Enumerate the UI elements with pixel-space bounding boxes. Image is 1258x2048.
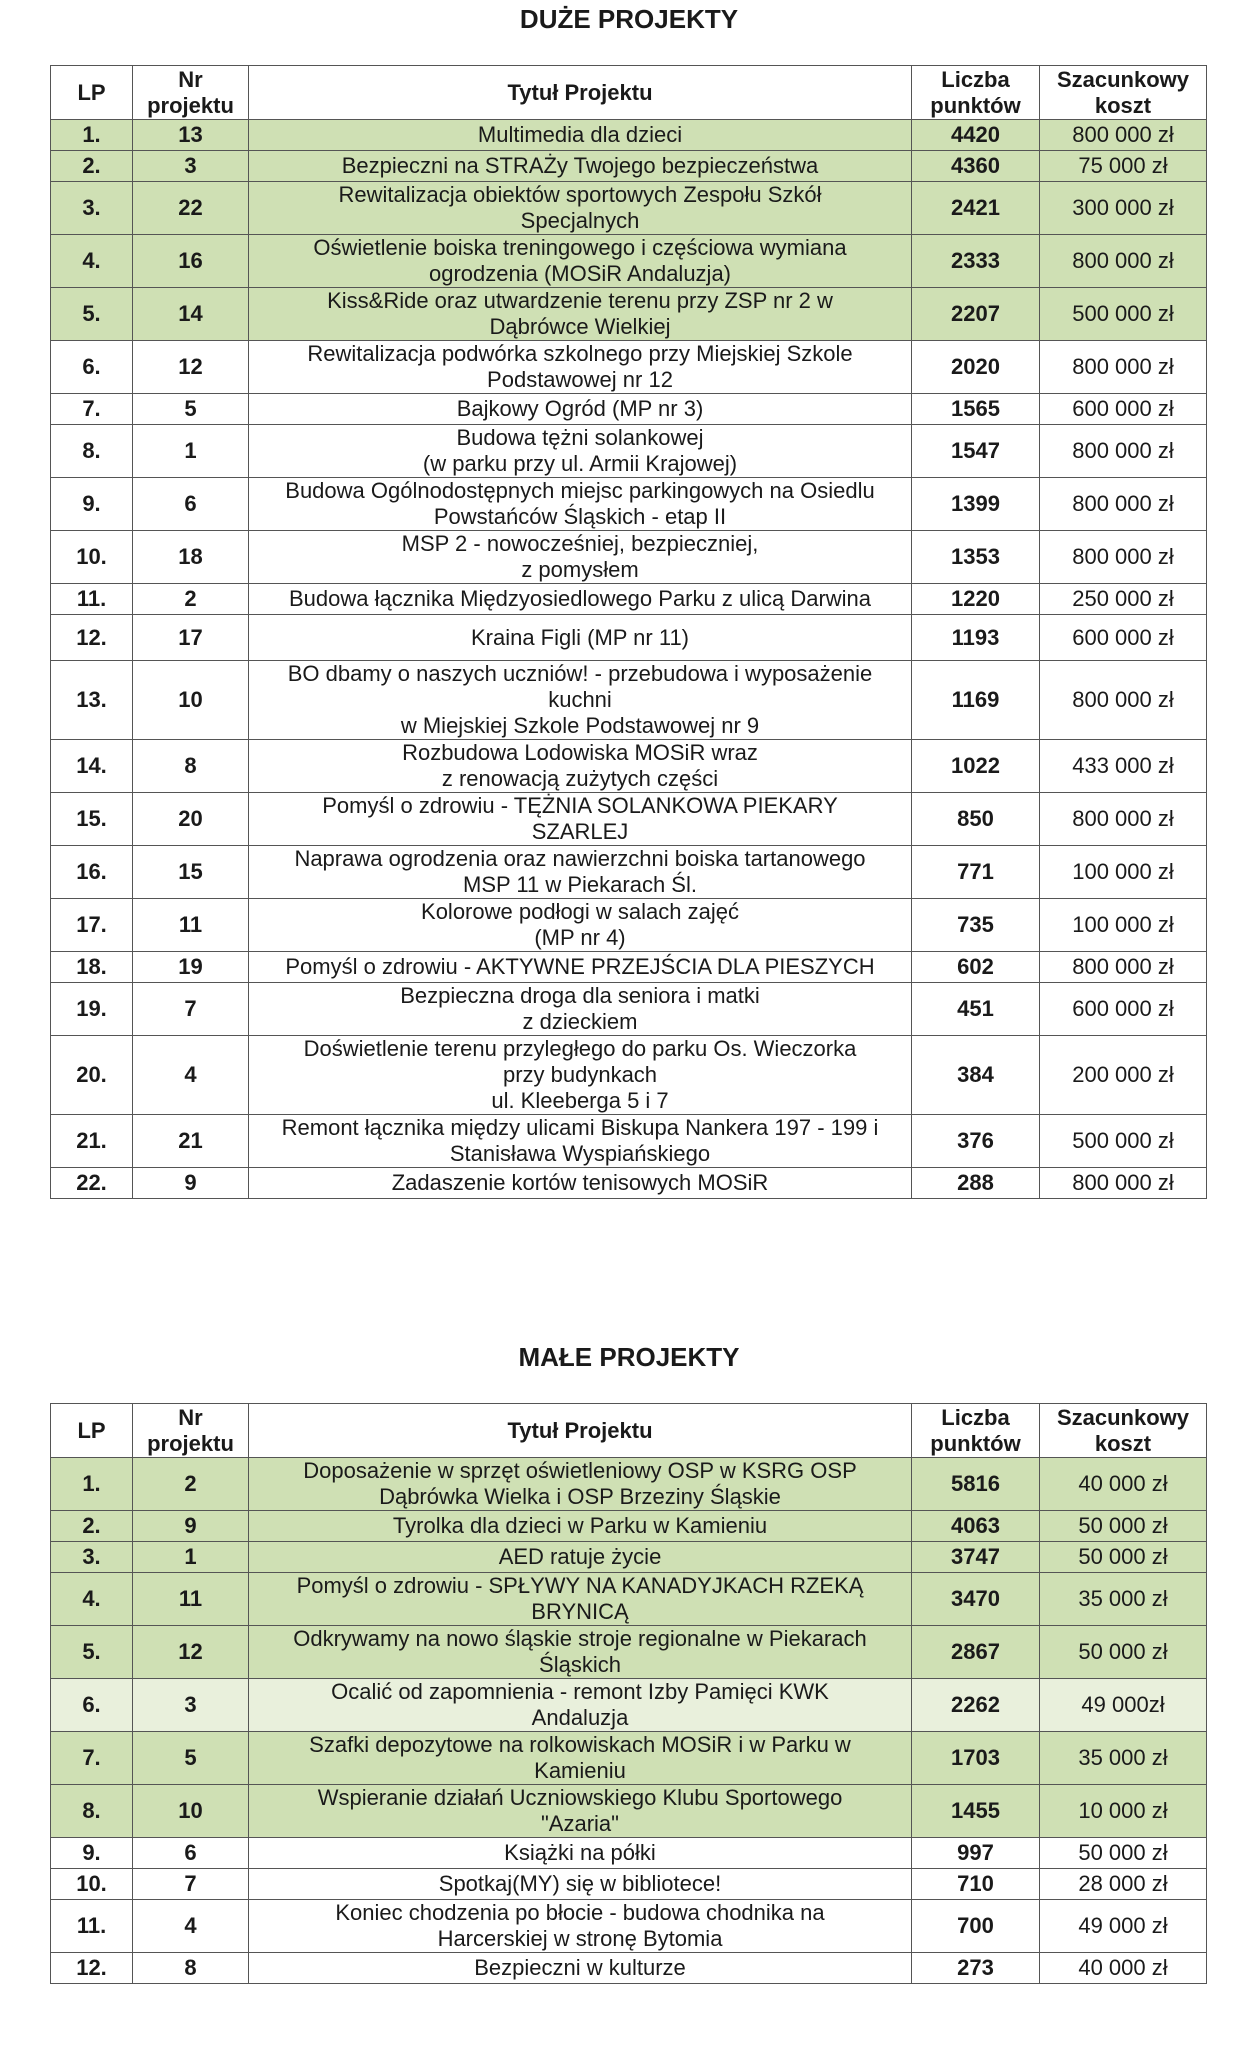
- row-cost: 800 000 zł: [1040, 478, 1207, 531]
- title-line: Budowa łącznika Międzyosiedlowego Parku z ulicą Darwina: [288, 586, 872, 611]
- row-cost: 10 000 zł: [1040, 1785, 1207, 1838]
- title-line: Budowa tężni solankowej: [456, 425, 704, 450]
- header-cost: Szacunkowy koszt: [1040, 66, 1207, 120]
- title-line: BO dbamy o naszych uczniów! - przebudowa i wyposażenie: [287, 661, 873, 686]
- table-row: [51, 1458, 1207, 1511]
- title-line: ogrodzenia (MOSiR Andaluzja): [428, 261, 732, 286]
- row-cost: 49 000 zł: [1040, 1900, 1207, 1953]
- row-lp: 7.: [51, 394, 133, 425]
- header-lp: LP: [51, 66, 133, 120]
- row-points: 376: [912, 1115, 1040, 1168]
- title-line: z renowacją zużytych części: [441, 766, 719, 791]
- row-project-title: [249, 478, 912, 531]
- row-project-title: [249, 425, 912, 478]
- title-line: kuchni: [548, 687, 612, 712]
- big-projects-table: [50, 65, 1207, 1199]
- title-line: w Miejskiej Szkole Podstawowej nr 9: [400, 713, 760, 738]
- header-nr: Nr projektu: [133, 66, 249, 120]
- row-cost: 50 000 zł: [1040, 1838, 1207, 1869]
- row-project-number: 10: [133, 661, 249, 740]
- table-row: [51, 1953, 1207, 1984]
- row-project-number: 4: [133, 1036, 249, 1115]
- row-cost: 600 000 zł: [1040, 394, 1207, 425]
- row-project-title: [249, 288, 912, 341]
- table-row: [51, 1900, 1207, 1953]
- row-project-title: [249, 151, 912, 182]
- title-line: MSP 2 - nowocześniej, bezpieczniej,: [401, 531, 759, 556]
- table-row: [51, 1168, 1207, 1199]
- title-line: ul. Kleeberga 5 i 7: [491, 1088, 669, 1113]
- row-project-title: [249, 120, 912, 151]
- row-project-number: 19: [133, 952, 249, 983]
- row-lp: 14.: [51, 740, 133, 793]
- title-line: Koniec chodzenia po błocie - budowa chodnika na: [335, 1900, 825, 1925]
- header-title: Tytuł Projektu: [249, 1404, 912, 1458]
- row-project-number: 8: [133, 1953, 249, 1984]
- title-line: Szafki depozytowe na rolkowiskach MOSiR i w Parku w: [309, 1732, 851, 1757]
- row-project-number: 7: [133, 1869, 249, 1900]
- row-cost: 500 000 zł: [1040, 1115, 1207, 1168]
- row-project-title: [249, 1115, 912, 1168]
- row-points: 1399: [912, 478, 1040, 531]
- title-line: Kamieniu: [534, 1758, 626, 1783]
- title-line: Pomyśl o zdrowiu - TĘŻNIA SOLANKOWA PIEKARY: [322, 793, 838, 818]
- row-lp: 11.: [51, 1900, 133, 1953]
- title-line: Dąbrówce Wielkiej: [489, 314, 671, 339]
- row-points: 2333: [912, 235, 1040, 288]
- row-points: 2867: [912, 1626, 1040, 1679]
- row-cost: 800 000 zł: [1040, 341, 1207, 394]
- header-points: Liczba punktów: [912, 66, 1040, 120]
- title-line: Pomyśl o zdrowiu - SPŁYWY NA KANADYJKACH RZEKĄ: [296, 1573, 864, 1598]
- row-cost: 100 000 zł: [1040, 846, 1207, 899]
- row-points: 1193: [912, 615, 1040, 661]
- row-lp: 12.: [51, 1953, 133, 1984]
- row-lp: 13.: [51, 661, 133, 740]
- row-project-number: 12: [133, 341, 249, 394]
- table-row: [51, 1838, 1207, 1869]
- row-project-number: 18: [133, 531, 249, 584]
- title-line: Oświetlenie boiska treningowego i częściowa wymiana: [313, 235, 847, 260]
- title-line: Doświetlenie terenu przyległego do parku Os. Wieczorka: [303, 1036, 857, 1061]
- row-points: 1353: [912, 531, 1040, 584]
- row-cost: 35 000 zł: [1040, 1573, 1207, 1626]
- table-row: [51, 1626, 1207, 1679]
- table-row: [51, 983, 1207, 1036]
- row-project-number: 1: [133, 425, 249, 478]
- table-row: [51, 846, 1207, 899]
- row-project-number: 12: [133, 1626, 249, 1679]
- row-lp: 16.: [51, 846, 133, 899]
- row-cost: 100 000 zł: [1040, 899, 1207, 952]
- row-project-title: [249, 1953, 912, 1984]
- row-project-number: 4: [133, 1900, 249, 1953]
- row-project-title: [249, 394, 912, 425]
- row-cost: 40 000 zł: [1040, 1458, 1207, 1511]
- table-row: [51, 1679, 1207, 1732]
- table-row: [51, 1785, 1207, 1838]
- table-row: [51, 1869, 1207, 1900]
- row-points: 1703: [912, 1732, 1040, 1785]
- row-points: 1022: [912, 740, 1040, 793]
- row-project-number: 3: [133, 151, 249, 182]
- row-points: 771: [912, 846, 1040, 899]
- title-line: przy budynkach: [502, 1062, 658, 1087]
- row-project-title: [249, 899, 912, 952]
- row-project-title: [249, 1511, 912, 1542]
- row-project-title: [249, 1900, 912, 1953]
- row-project-number: 22: [133, 182, 249, 235]
- title-line: Specjalnych: [520, 208, 640, 233]
- row-project-number: 14: [133, 288, 249, 341]
- table-row: [51, 288, 1207, 341]
- row-points: 1455: [912, 1785, 1040, 1838]
- title-line: Bezpieczni w kulturze: [474, 1955, 686, 1980]
- title-line: Rewitalizacja obiektów sportowych Zespołu Szkół: [338, 182, 822, 207]
- row-cost: 800 000 zł: [1040, 661, 1207, 740]
- title-line: Podstawowej nr 12: [487, 367, 673, 392]
- title-line: Dąbrówka Wielka i OSP Brzeziny Śląskie: [379, 1484, 781, 1509]
- title-line: SZARLEJ: [531, 819, 629, 844]
- title-line: Odkrywamy na nowo śląskie stroje regionalne w Piekarach: [293, 1626, 867, 1651]
- row-project-title: [249, 341, 912, 394]
- table-row: [51, 1542, 1207, 1573]
- header-points: Liczba punktów: [912, 1404, 1040, 1458]
- row-lp: 1.: [51, 120, 133, 151]
- table-row: [51, 235, 1207, 288]
- row-lp: 11.: [51, 584, 133, 615]
- row-points: 2020: [912, 341, 1040, 394]
- row-lp: 9.: [51, 1838, 133, 1869]
- row-points: 997: [912, 1838, 1040, 1869]
- table-row: [51, 182, 1207, 235]
- row-project-title: [249, 740, 912, 793]
- row-lp: 4.: [51, 1573, 133, 1626]
- row-project-title: [249, 952, 912, 983]
- row-project-number: 21: [133, 1115, 249, 1168]
- row-cost: 800 000 zł: [1040, 793, 1207, 846]
- row-project-number: 10: [133, 1785, 249, 1838]
- title-line: Wspieranie działań Uczniowskiego Klubu Sportowego: [317, 1785, 843, 1810]
- title-line: (MP nr 4): [534, 925, 626, 950]
- row-project-title: [249, 1869, 912, 1900]
- row-project-title: [249, 1458, 912, 1511]
- row-project-number: 5: [133, 394, 249, 425]
- header-cost: Szacunkowy koszt: [1040, 1404, 1207, 1458]
- row-lp: 3.: [51, 182, 133, 235]
- row-cost: 35 000 zł: [1040, 1732, 1207, 1785]
- row-cost: 600 000 zł: [1040, 983, 1207, 1036]
- title-line: MSP 11 w Piekarach Śl.: [463, 872, 697, 897]
- table-row: [51, 952, 1207, 983]
- row-cost: 28 000 zł: [1040, 1869, 1207, 1900]
- row-points: 1169: [912, 661, 1040, 740]
- row-project-title: [249, 584, 912, 615]
- row-points: 2421: [912, 182, 1040, 235]
- row-project-number: 17: [133, 615, 249, 661]
- row-points: 2207: [912, 288, 1040, 341]
- row-project-number: 9: [133, 1168, 249, 1199]
- row-points: 1220: [912, 584, 1040, 615]
- row-cost: 50 000 zł: [1040, 1542, 1207, 1573]
- title-line: (w parku przy ul. Armii Krajowej): [422, 451, 738, 476]
- table-row: [51, 151, 1207, 182]
- row-cost: 800 000 zł: [1040, 952, 1207, 983]
- row-lp: 8.: [51, 425, 133, 478]
- title-line: Andaluzja: [531, 1705, 629, 1730]
- row-points: 2262: [912, 1679, 1040, 1732]
- table-row: [51, 531, 1207, 584]
- table-row: [51, 584, 1207, 615]
- row-points: 850: [912, 793, 1040, 846]
- row-project-title: [249, 661, 912, 740]
- row-cost: 500 000 zł: [1040, 288, 1207, 341]
- row-project-title: [249, 531, 912, 584]
- title-line: "Azaria": [541, 1811, 619, 1836]
- row-project-title: [249, 615, 912, 661]
- title-line: Budowa Ogólnodostępnych miejsc parkingowych na Osiedlu: [285, 478, 875, 503]
- row-cost: 300 000 zł: [1040, 182, 1207, 235]
- row-points: 3470: [912, 1573, 1040, 1626]
- row-project-title: [249, 1542, 912, 1573]
- big-projects-title: DUŻE PROJEKTY: [519, 4, 739, 34]
- row-points: 700: [912, 1900, 1040, 1953]
- title-line: Ocalić od zapomnienia - remont Izby Pamięci KWK: [331, 1679, 829, 1704]
- title-line: Kraina Figli (MP nr 11): [470, 624, 690, 650]
- table-header-row: [51, 1404, 1207, 1458]
- row-lp: 22.: [51, 1168, 133, 1199]
- row-project-number: 8: [133, 740, 249, 793]
- row-cost: 800 000 zł: [1040, 1168, 1207, 1199]
- header-lp: LP: [51, 1404, 133, 1458]
- row-cost: 75 000 zł: [1040, 151, 1207, 182]
- row-project-number: 2: [133, 1458, 249, 1511]
- row-cost: 200 000 zł: [1040, 1036, 1207, 1115]
- row-cost: 800 000 zł: [1040, 235, 1207, 288]
- title-line: Multimedia dla dzieci: [477, 122, 683, 147]
- row-project-title: [249, 1732, 912, 1785]
- row-points: 1565: [912, 394, 1040, 425]
- row-cost: 800 000 zł: [1040, 531, 1207, 584]
- table-row: [51, 661, 1207, 740]
- row-cost: 250 000 zł: [1040, 584, 1207, 615]
- row-cost: 600 000 zł: [1040, 615, 1207, 661]
- row-lp: 5.: [51, 1626, 133, 1679]
- row-points: 710: [912, 1869, 1040, 1900]
- row-project-number: 11: [133, 1573, 249, 1626]
- row-points: 4420: [912, 120, 1040, 151]
- row-points: 1547: [912, 425, 1040, 478]
- small-projects-table: [50, 1403, 1207, 1984]
- title-line: Doposażenie w sprzęt oświetleniowy OSP w KSRG OSP: [303, 1458, 857, 1483]
- title-line: Kolorowe podłogi w salach zajęć: [421, 899, 739, 924]
- row-cost: 800 000 zł: [1040, 425, 1207, 478]
- title-line: Książki na półki: [504, 1840, 656, 1865]
- row-points: 384: [912, 1036, 1040, 1115]
- row-project-number: 13: [133, 120, 249, 151]
- header-title: Tytuł Projektu: [249, 66, 912, 120]
- row-project-title: [249, 235, 912, 288]
- row-project-number: 3: [133, 1679, 249, 1732]
- row-project-title: [249, 1679, 912, 1732]
- title-line: Powstańców Śląskich - etap II: [433, 504, 727, 529]
- table-row: [51, 394, 1207, 425]
- row-project-number: 16: [133, 235, 249, 288]
- row-cost: 433 000 zł: [1040, 740, 1207, 793]
- row-points: 5816: [912, 1458, 1040, 1511]
- row-cost: 800 000 zł: [1040, 120, 1207, 151]
- row-lp: 10.: [51, 1869, 133, 1900]
- row-lp: 10.: [51, 531, 133, 584]
- title-line: Rewitalizacja podwórka szkolnego przy Miejskiej Szkole: [307, 341, 853, 366]
- row-project-title: [249, 846, 912, 899]
- title-line: Rozbudowa Lodowiska MOSiR wraz: [402, 740, 758, 765]
- small-projects-title: MAŁE PROJEKTY: [518, 1342, 740, 1372]
- title-line: Bajkowy Ogród (MP nr 3): [456, 396, 704, 421]
- row-points: 288: [912, 1168, 1040, 1199]
- row-project-title: [249, 983, 912, 1036]
- title-line: Bezpieczni na STRAŻy Twojego bezpieczeństwa: [341, 153, 819, 178]
- row-project-title: [249, 1036, 912, 1115]
- title-line: BRYNICĄ: [531, 1599, 629, 1624]
- row-lp: 17.: [51, 899, 133, 952]
- row-project-number: 7: [133, 983, 249, 1036]
- row-points: 735: [912, 899, 1040, 952]
- table-header-row: [51, 66, 1207, 120]
- row-points: 3747: [912, 1542, 1040, 1573]
- title-line: Bezpieczna droga dla seniora i matki: [400, 983, 760, 1008]
- title-line: Harcerskiej w stronę Bytomia: [437, 1926, 723, 1951]
- row-lp: 9.: [51, 478, 133, 531]
- row-project-title: [249, 793, 912, 846]
- row-project-number: 15: [133, 846, 249, 899]
- row-points: 451: [912, 983, 1040, 1036]
- row-cost: 40 000 zł: [1040, 1953, 1207, 1984]
- row-lp: 7.: [51, 1732, 133, 1785]
- title-line: Kiss&Ride oraz utwardzenie terenu przy ZSP nr 2 w: [327, 288, 833, 313]
- title-line: Stanisława Wyspiańskiego: [449, 1141, 711, 1166]
- table-row: [51, 478, 1207, 531]
- row-project-number: 6: [133, 478, 249, 531]
- row-lp: 6.: [51, 341, 133, 394]
- table-row: [51, 425, 1207, 478]
- row-points: 4360: [912, 151, 1040, 182]
- row-project-number: 1: [133, 1542, 249, 1573]
- table-row: [51, 793, 1207, 846]
- title-line: z dzieckiem: [522, 1009, 638, 1034]
- row-lp: 15.: [51, 793, 133, 846]
- row-lp: 21.: [51, 1115, 133, 1168]
- row-cost: 50 000 zł: [1040, 1626, 1207, 1679]
- row-project-title: [249, 1573, 912, 1626]
- row-cost: 50 000 zł: [1040, 1511, 1207, 1542]
- row-lp: 5.: [51, 288, 133, 341]
- row-project-number: 20: [133, 793, 249, 846]
- table-row: [51, 1511, 1207, 1542]
- title-line: Remont łącznika między ulicami Biskupa Nankera 197 - 199 i: [281, 1115, 879, 1140]
- title-line: Zadaszenie kortów tenisowych MOSiR: [391, 1170, 769, 1195]
- row-lp: 12.: [51, 615, 133, 661]
- table-row: [51, 1573, 1207, 1626]
- row-project-title: [249, 1838, 912, 1869]
- row-lp: 6.: [51, 1679, 133, 1732]
- title-line: Naprawa ogrodzenia oraz nawierzchni boiska tartanowego: [294, 846, 866, 871]
- row-project-number: 9: [133, 1511, 249, 1542]
- row-project-number: 11: [133, 899, 249, 952]
- title-line: Pomyśl o zdrowiu - AKTYWNE PRZEJŚCIA DLA PIESZYCH: [285, 954, 875, 979]
- row-lp: 1.: [51, 1458, 133, 1511]
- table-row: [51, 615, 1207, 661]
- row-lp: 8.: [51, 1785, 133, 1838]
- row-project-number: 5: [133, 1732, 249, 1785]
- row-lp: 18.: [51, 952, 133, 983]
- row-project-number: 2: [133, 584, 249, 615]
- row-lp: 2.: [51, 1511, 133, 1542]
- row-lp: 19.: [51, 983, 133, 1036]
- table-row: [51, 1036, 1207, 1115]
- row-lp: 20.: [51, 1036, 133, 1115]
- table-row: [51, 120, 1207, 151]
- row-project-title: [249, 1785, 912, 1838]
- row-lp: 2.: [51, 151, 133, 182]
- row-project-title: [249, 1626, 912, 1679]
- row-project-title: [249, 182, 912, 235]
- row-project-number: 6: [133, 1838, 249, 1869]
- title-line: Tyrolka dla dzieci w Parku w Kamieniu: [392, 1513, 768, 1538]
- row-lp: 3.: [51, 1542, 133, 1573]
- row-points: 602: [912, 952, 1040, 983]
- row-cost: 49 000zł: [1040, 1679, 1207, 1732]
- header-nr: Nr projektu: [133, 1404, 249, 1458]
- row-points: 4063: [912, 1511, 1040, 1542]
- title-line: Śląskich: [539, 1652, 621, 1677]
- row-points: 273: [912, 1953, 1040, 1984]
- table-row: [51, 341, 1207, 394]
- title-line: Spotkaj(MY) się w bibliotece!: [438, 1871, 722, 1896]
- title-line: AED ratuje życie: [498, 1544, 662, 1569]
- table-row: [51, 1115, 1207, 1168]
- table-row: [51, 899, 1207, 952]
- title-line: z pomysłem: [521, 557, 639, 582]
- row-lp: 4.: [51, 235, 133, 288]
- row-project-title: [249, 1168, 912, 1199]
- table-row: [51, 740, 1207, 793]
- table-row: [51, 1732, 1207, 1785]
